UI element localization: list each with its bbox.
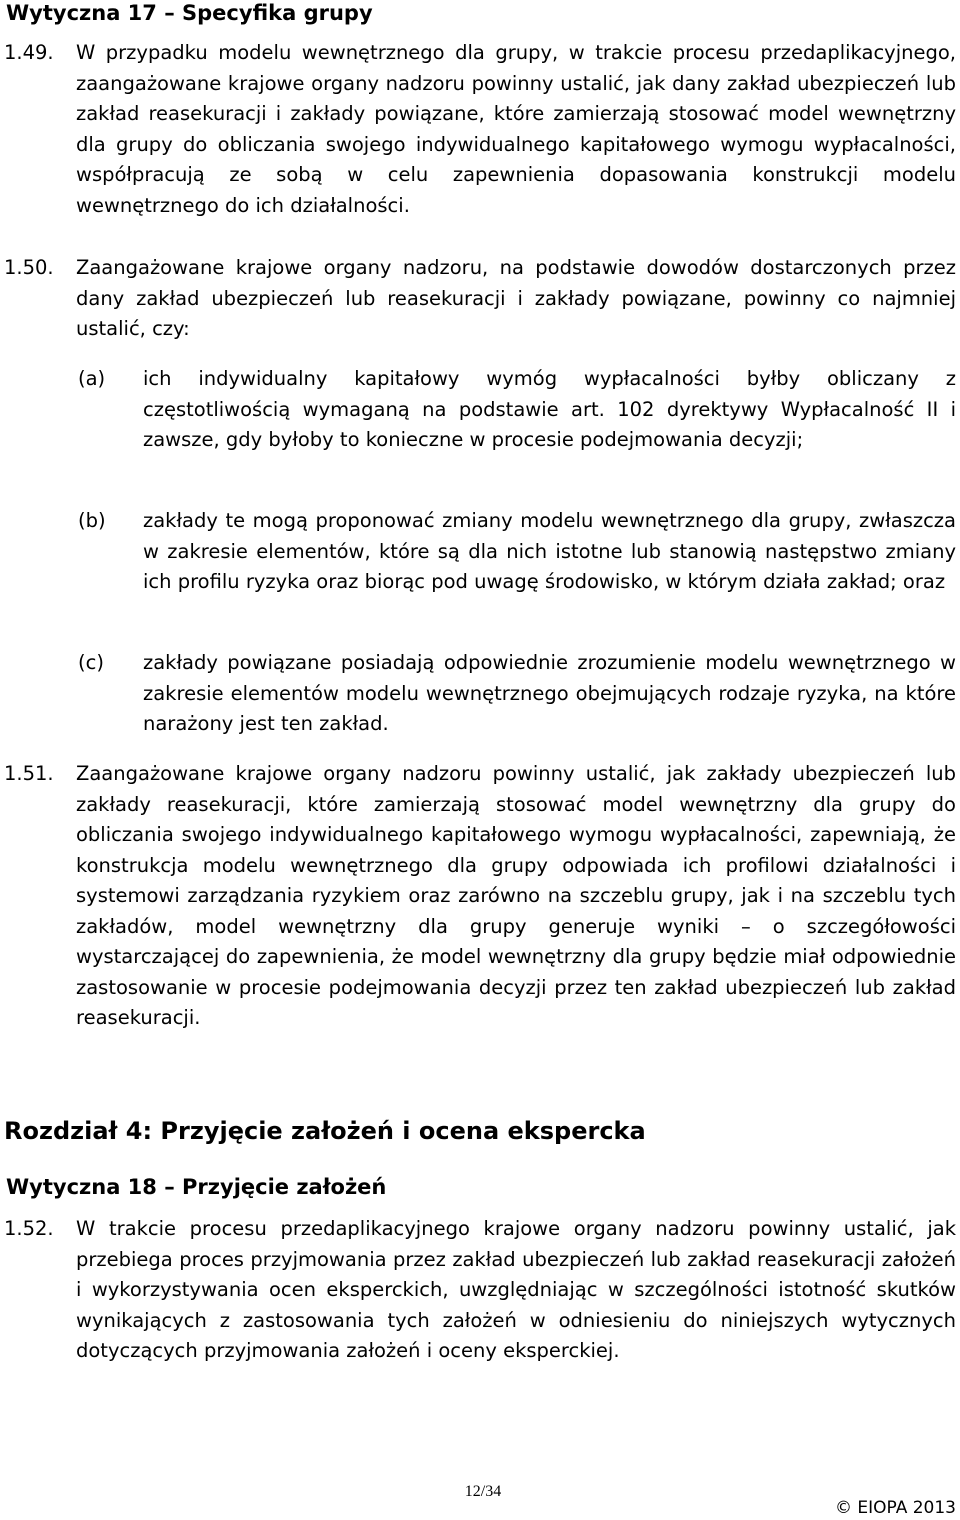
- paragraph-text: Zaangażowane krajowe organy nadzoru powinny ustalić, jak zakłady ubezpieczeń lub zakłady reasekuracji, które zamierzają stosować model wewnętrzny dla grupy do obliczania swojego indywidualnego kapitałowego wymogu wypłacalności, zapewniają, że konstrukcja modelu wewnętrznego dla grupy odpowiada ich profilowi działalności i systemowi zarządzania ryzykiem oraz zarówno na szczeblu grupy, jak i na szczeblu tych zakładów, model wewnętrzny dla grupy generuje wyniki – o szczegółowości wystarczającej do zapewnienia, że model wewnętrzny dla grupy będzie miał odpowiednie zastosowanie w procesie podejmowania decyzji przez ten zakład ubezpieczeń lub zakład reasekuracji.: [76, 762, 956, 1029]
- paragraph-number: 1.51.: [4, 762, 54, 785]
- paragraph-text: Zaangażowane krajowe organy nadzoru, na podstawie dowodów dostarczonych przez dany zakład ubezpieczeń lub reasekuracji i zakłady powiązane, powinny co najmniej ustalić, czy:: [76, 256, 956, 340]
- paragraph-number: 1.49.: [4, 41, 54, 64]
- list-item-label: (b): [78, 509, 106, 532]
- page-number: 12/34: [464, 1483, 502, 1500]
- list-item-text: zakłady te mogą proponować zmiany modelu wewnętrznego dla grupy, zwłaszcza w zakresie elementów, które są dla nich istotne lub stanowią następstwo zmiany ich profilu ryzyka oraz biorąc pod uwagę środowisko, w którym działa zakład; oraz: [143, 509, 956, 593]
- paragraph-number: 1.52.: [4, 1217, 54, 1240]
- list-item-label: (a): [78, 367, 106, 390]
- guideline-18-heading: Wytyczna 18 – Przyjęcie założeń: [6, 1175, 387, 1199]
- list-item-text: zakłady powiązane posiadają odpowiednie zrozumienie modelu wewnętrznego w zakresie elementów modelu wewnętrznego obejmujących rodzaje ryzyka, na które narażony jest ten zakład.: [143, 651, 956, 735]
- guideline-17-heading: Wytyczna 17 – Specyfika grupy: [6, 1, 373, 25]
- list-item-label: (c): [78, 651, 104, 674]
- chapter-4-heading: Rozdział 4: Przyjęcie założeń i ocena ekspercka: [4, 1117, 646, 1145]
- paragraph-text: W trakcie procesu przedaplikacyjnego krajowe organy nadzoru powinny ustalić, jak przebiega proces przyjmowania przez zakład ubezpieczeń lub zakład reasekuracji założeń i wykorzystywania ocen eksperckich, uwzględniając w szczególności istotność skutków wynikających z zastosowania tych założeń w odniesieniu do niniejszych wytycznych dotyczących przyjmowania założeń i oceny eksperckiej.: [76, 1217, 956, 1362]
- paragraph-number: 1.50.: [4, 256, 54, 279]
- list-item-text: ich indywidualny kapitałowy wymóg wypłacalności byłby obliczany z częstotliwością wymaganą na podstawie art. 102 dyrektywy Wypłacalność II i zawsze, gdy byłoby to konieczne w procesie podejmowania decyzji;: [143, 367, 956, 451]
- paragraph-text: W przypadku modelu wewnętrznego dla grupy, w trakcie procesu przedaplikacyjnego, zaangażowane krajowe organy nadzoru powinny ustalić, jak dany zakład ubezpieczeń lub zakład reasekuracji i zakłady powiązane, które zamierzają stosować model wewnętrzny dla grupy do obliczania swojego indywidualnego kapitałowego wymogu wypłacalności, współpracują ze sobą w celu zapewnienia dopasowania konstrukcji modelu wewnętrznego do ich działalności.: [76, 41, 956, 217]
- copyright-notice: © EIOPA 2013: [834, 1498, 956, 1518]
